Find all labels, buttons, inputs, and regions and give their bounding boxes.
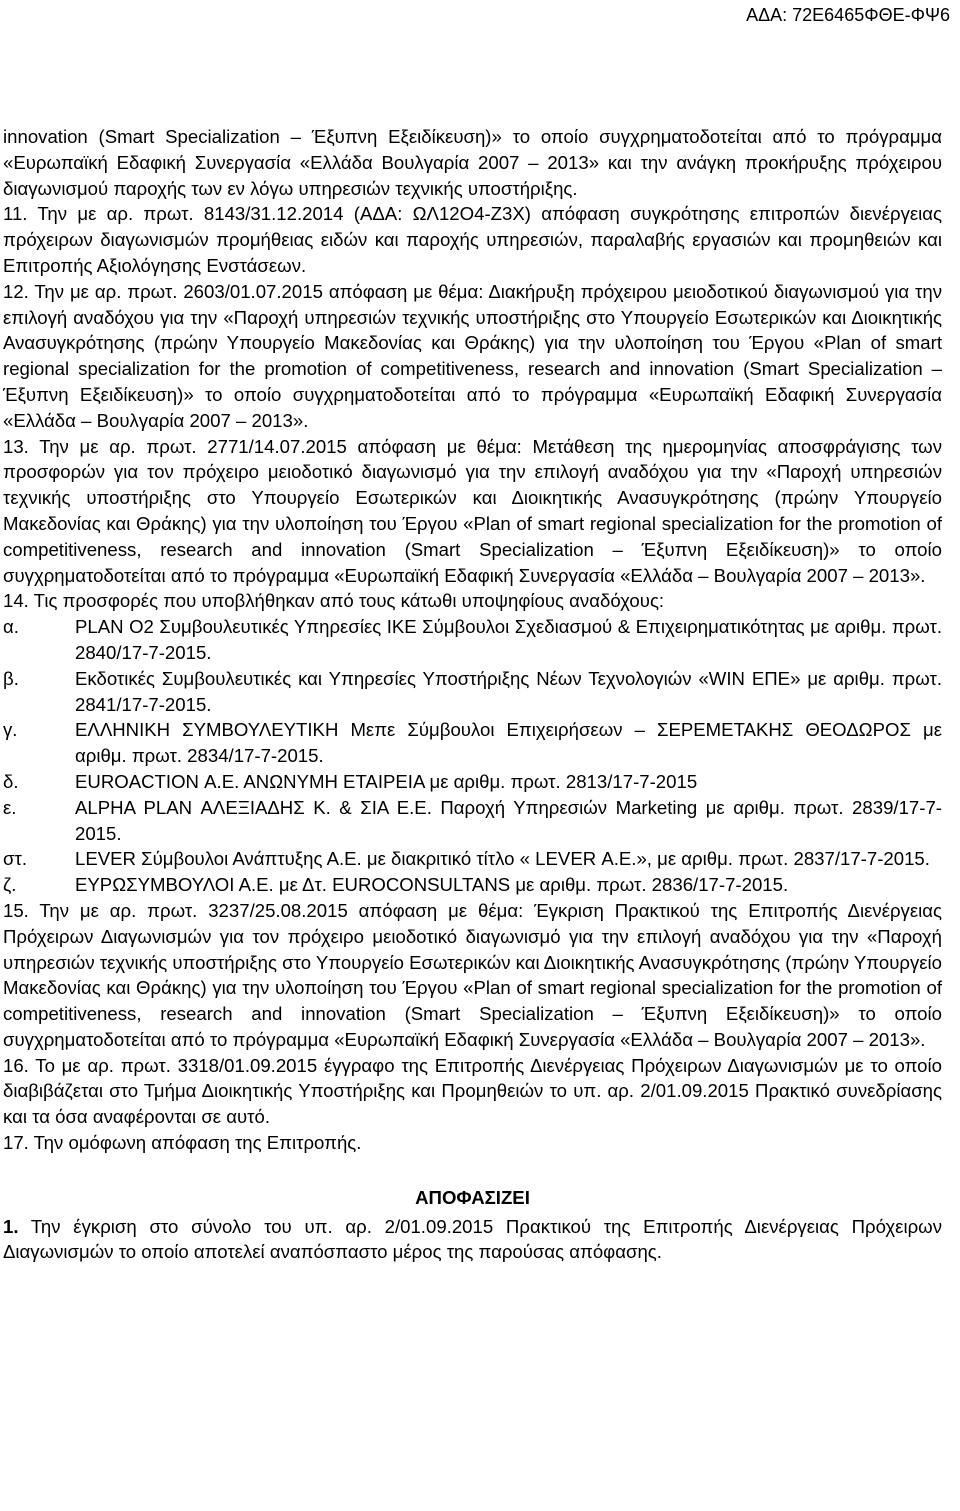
offer-label: ζ. bbox=[3, 874, 17, 896]
intro-paragraph: innovation (Smart Specialization – Έξυπνη Εξειδίκευση)» το οποίο συγχρηματοδοτείται από το πρόγραμμα «Ευρωπαϊκή Εδαφική Συνεργασία «Ελλάδα Βουλγαρία 2007 – 2013» και την ανάγκη προκήρυξης πρόχειρου διαγωνισμού παροχής των εν λόγω υπηρεσιών τεχνικής υποστήριξης. bbox=[3, 126, 942, 199]
paragraph-12: 12. Την με αρ. πρωτ. 2603/01.07.2015 απόφαση με θέμα: Διακήρυξη πρόχειρου μειοδοτικού διαγωνισμού για την επιλογή αναδόχου για την «Παροχή υπηρεσιών τεχνικής υποστήριξης στο Υπουργείο Εσωτερικών και Διοικητικής Ανασυγκρότησης (πρώην Υπουργείο Μακεδονίας και Θράκης) για την υλοποίηση του Έργου «Plan of smart regional specialization for the promotion of competitiveness, research and innovation (Smart Specialization – Έξυπνη Εξειδίκευση)» το οποίο συγχρηματοδοτείται από το πρόγραμμα «Ευρωπαϊκή Εδαφική Συνεργασία «Ελλάδα – Βουλγαρία 2007 – 2013». bbox=[3, 280, 942, 431]
offer-item-e bbox=[3, 795, 942, 847]
ada-code: ΑΔΑ: 72Ε6465ΦΘΕ-ΦΨ6 bbox=[746, 5, 950, 25]
offer-text: Εκδοτικές Συμβουλευτικές και Υπηρεσίες Υποστήριξης Νέων Τεχνολογιών «WIN ΕΠΕ» με αριθμ. πρωτ. 2841/17-7-2015. bbox=[75, 667, 942, 715]
paragraph-15: 15. Την με αρ. πρωτ. 3237/25.08.2015 απόφαση με θέμα: Έγκριση Πρακτικού της Επιτροπής Διενέργειας Πρόχειρων Διαγωνισμών για τον πρόχειρο μειοδοτικό διαγωνισμό για την επιλογή αναδόχου για την «Παροχή υπηρεσιών τεχνικής υποστήριξης στο Υπουργείο Εσωτερικών και Διοικητικής Ανασυγκρότησης (πρώην Υπουργείο Μακεδονίας και Θράκης) για την υλοποίηση του Έργου «Plan of smart regional specialization for the promotion of competitiveness, research and innovation (Smart Specialization – Έξυπνη Εξειδίκευση)» το οποίο συγχρηματοδοτείται από το πρόγραμμα «Ευρωπαϊκή Εδαφική Συνεργασία «Ελλάδα – Βουλγαρία 2007 – 2013». bbox=[3, 899, 942, 1050]
paragraph-16: 16. Το με αρ. πρωτ. 3318/01.09.2015 έγγραφο της Επιτροπής Διενέργειας Πρόχειρων Διαγωνισμών με το οποίο διαβιβάζεται στο Τμήμα Διοικητικής Υποστήριξης και Προμηθειών το υπ. αρ. 2/01.09.2015 Πρακτικό συνεδρίασης και τα όσα αναφέρονται σε αυτό. bbox=[3, 1054, 942, 1128]
decision-heading: ΑΠΟΦΑΣΙΖΕΙ bbox=[415, 1186, 530, 1208]
offer-text: ALPHA PLAN ΑΛΕΞΙΑΔΗΣ Κ. & ΣΙΑ Ε.Ε. Παροχή Υπηρεσιών Marketing με αριθμ. πρωτ. 2839/17-7-2015. bbox=[75, 796, 942, 844]
offer-item-a bbox=[3, 614, 942, 666]
offer-item-z bbox=[3, 872, 942, 898]
offer-label: β. bbox=[3, 667, 19, 689]
offer-text: ΕΥΡΩΣΥΜΒΟΥΛΟΙ Α.Ε. με Δτ. EUROCONSULTANS με αριθμ. πρωτ. 2836/17-7-2015. bbox=[75, 874, 789, 896]
offer-label: δ. bbox=[3, 770, 19, 792]
offer-item-d bbox=[3, 769, 942, 795]
offer-item-st bbox=[3, 846, 942, 872]
offer-item-c bbox=[3, 717, 942, 769]
offer-text: PLAN O2 Συμβουλευτικές Υπηρεσίες ΙΚΕ Σύμβουλοι Σχεδιασμού & Επιχειρηματικότητας με αριθμ. πρωτ. 2840/17-7-2015. bbox=[75, 616, 942, 663]
offer-text: ΕΛΛΗΝΙΚΗ ΣΥΜΒΟΥΛΕΥΤΙΚΗ Μεπε Σύμβουλοι Επιχειρήσεων – ΣΕΡΕΜΕΤΑΚΗΣ ΘΕΟΔΩΡΟΣ με αριθμ. πρωτ. 2834/17-7-2015. bbox=[75, 719, 942, 767]
offer-label: στ. bbox=[3, 848, 27, 870]
offer-text: EUROACTION Α.Ε. ΑΝΩΝΥΜΗ ΕΤΑΙΡΕΙΑ με αριθμ. πρωτ. 2813/17-7-2015 bbox=[75, 770, 698, 792]
paragraph-17: 17. Την ομόφωνη απόφαση της Επιτροπής. bbox=[3, 1132, 362, 1154]
paragraph-14: 14. Τις προσφορές που υποβλήθηκαν από τους κάτωθι υποψηφίους αναδόχους: bbox=[3, 590, 665, 612]
decision-1 bbox=[3, 1214, 942, 1266]
offers-list bbox=[3, 614, 942, 898]
paragraph-11: 11. Την με αρ. πρωτ. 8143/31.12.2014 (ΑΔΑ: ΩΛ12Ο4-Ζ3Χ) απόφαση συγκρότησης επιτροπών διενέργειας πρόχειρων διαγωνισμών προμήθειας ειδών και παροχής υπηρεσιών, παραλαβής εργασιών και προμηθειών και Επιτροπής Αξιολόγησης Ενστάσεων. bbox=[3, 203, 942, 276]
paragraph-13: 13. Την με αρ. πρωτ. 2771/14.07.2015 απόφαση με θέμα: Μετάθεση της ημερομηνίας αποσφράγισης των προσφορών για τον πρόχειρο μειοδοτικό διαγωνισμό για την επιλογή αναδόχου για την «Παροχή υπηρεσιών τεχνικής υποστήριξης στο Υπουργείο Εσωτερικών και Διοικητικής Ανασυγκρότησης (πρώην Υπουργείο Μακεδονίας και Θράκης) για την υλοποίηση του Έργου «Plan of smart regional specialization for the promotion of competitiveness, research and innovation (Smart Specialization – Έξυπνη Εξειδίκευση)» το οποίο συγχρηματοδοτείται από το πρόγραμμα «Ευρωπαϊκή Εδαφική Συνεργασία «Ελλάδα – Βουλγαρία 2007 – 2013». bbox=[3, 435, 942, 586]
offer-label: ε. bbox=[3, 796, 17, 818]
document-body bbox=[3, 124, 942, 1265]
decision-1-number: 1. bbox=[3, 1215, 19, 1237]
offer-item-b bbox=[3, 666, 942, 718]
decision-1-text: Την έγκριση στο σύνολο του υπ. αρ. 2/01.09.2015 Πρακτικού της Επιτροπής Διενέργειας Πρόχειρων Διαγωνισμών το οποίο αποτελεί αναπόσπαστο μέρος της παρούσας απόφασης. bbox=[3, 1215, 942, 1263]
offer-text: LEVER Σύμβουλοι Ανάπτυξης Α.Ε. με διακριτικό τίτλο « LEVER Α.Ε.», με αριθμ. πρωτ. 2837/17-7-2015. bbox=[75, 848, 930, 870]
offer-label: α. bbox=[3, 616, 19, 638]
offer-label: γ. bbox=[3, 719, 18, 741]
